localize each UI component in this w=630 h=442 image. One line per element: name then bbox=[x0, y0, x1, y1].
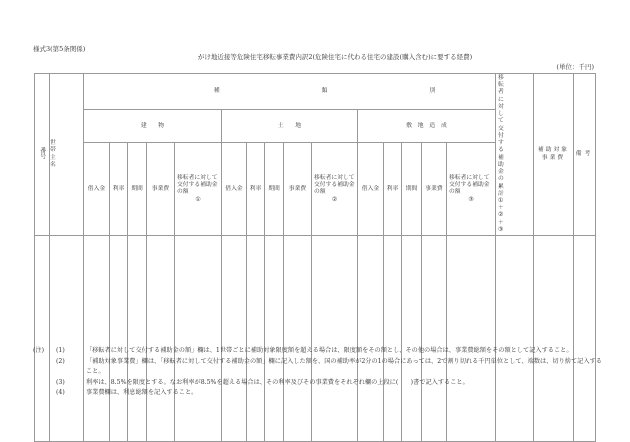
notes bbox=[33, 346, 603, 399]
cell[interactable] bbox=[312, 236, 358, 442]
cell[interactable] bbox=[35, 236, 50, 442]
table-row bbox=[35, 236, 596, 442]
cell[interactable] bbox=[50, 236, 84, 442]
cell[interactable] bbox=[534, 236, 574, 442]
col-loan: 借入金 bbox=[358, 143, 384, 236]
col-rate: 利率 bbox=[384, 143, 402, 236]
cell[interactable] bbox=[422, 236, 447, 442]
note-item: (注) (1) 「移転者に対して交付する補助金の額」欄は、1世帯ごとに補助対象限度額を超える場合は、限度額をその額とし、その他の場合は、事業費総額をその額として記入すること。 bbox=[33, 346, 603, 357]
section-land: 土 地 bbox=[222, 110, 358, 143]
cell[interactable] bbox=[222, 236, 247, 442]
col-cost: 事業費 bbox=[422, 143, 447, 236]
col-period: 期間 bbox=[265, 143, 284, 236]
cell[interactable] bbox=[496, 236, 534, 442]
cell[interactable] bbox=[358, 236, 384, 442]
col-period: 期間 bbox=[128, 143, 147, 236]
cell[interactable] bbox=[574, 236, 596, 442]
form-id: 様式3(第5条関係) bbox=[33, 45, 86, 53]
header-number: 番号 bbox=[35, 74, 50, 236]
note-item: (4) 事業費欄は、利息総額を記入すること。 bbox=[56, 389, 198, 397]
cell[interactable] bbox=[402, 236, 422, 442]
cell[interactable] bbox=[175, 236, 222, 442]
col-cost: 事業費 bbox=[147, 143, 175, 236]
note-item: (2) 「補助対象事業費」欄は、「移転者に対して交付する補助金の額」欄に記入した額を、国の補助率が2分の1の場合にあっては、2で割り切れる千円単位として、端数は、切り捨て記入すること。 bbox=[56, 357, 602, 376]
col-rate: 利率 bbox=[110, 143, 128, 236]
section-site-preparation: 敷 地 造 成 bbox=[358, 110, 496, 143]
header-subsidy-target: 補助対象事業費 bbox=[534, 74, 574, 236]
header-householder: 世帯主名 bbox=[50, 74, 84, 236]
col-subsidy-amount: 移転者に対して交付する補助金の額 ① bbox=[175, 143, 222, 236]
notes-label: (注) bbox=[33, 347, 45, 354]
cell[interactable] bbox=[110, 236, 128, 442]
col-subsidy-amount: 移転者に対して交付する補助金の額 ② bbox=[312, 143, 358, 236]
cell[interactable] bbox=[447, 236, 496, 442]
cell[interactable] bbox=[284, 236, 312, 442]
header-remarks: 備考 bbox=[574, 74, 596, 236]
cell[interactable] bbox=[147, 236, 175, 442]
cell[interactable] bbox=[247, 236, 265, 442]
col-loan: 借入金 bbox=[84, 143, 110, 236]
section-building: 建 物 bbox=[84, 110, 222, 143]
cell[interactable] bbox=[84, 236, 110, 442]
col-rate: 利率 bbox=[247, 143, 265, 236]
header-kind-group: 種 類 別 bbox=[84, 74, 496, 110]
unit-label: (単位：千円) bbox=[556, 63, 594, 71]
col-subsidy-amount: 移転者に対して交付する補助金の額 ③ bbox=[447, 143, 496, 236]
cell[interactable] bbox=[265, 236, 284, 442]
col-period: 期間 bbox=[402, 143, 422, 236]
note-item: (3) 利率は、8.5%を限度とする。なお利率が8.5%を超える場合は、その利率及びその事業費をそれぞれ欄の上段に( )書で記入すること。 bbox=[56, 378, 469, 386]
page-title: がけ地近接等危険住宅移転事業費内訳2(危険住宅に代わる住宅の建設(購入含む)に要する経費) bbox=[197, 53, 473, 61]
col-cost: 事業費 bbox=[284, 143, 312, 236]
cell[interactable] bbox=[384, 236, 402, 442]
cell[interactable] bbox=[128, 236, 147, 442]
header-cumulative: 移転者に対して交付する補助金の累計 ①＋②＋③ bbox=[496, 74, 534, 236]
col-loan: 借入金 bbox=[222, 143, 247, 236]
